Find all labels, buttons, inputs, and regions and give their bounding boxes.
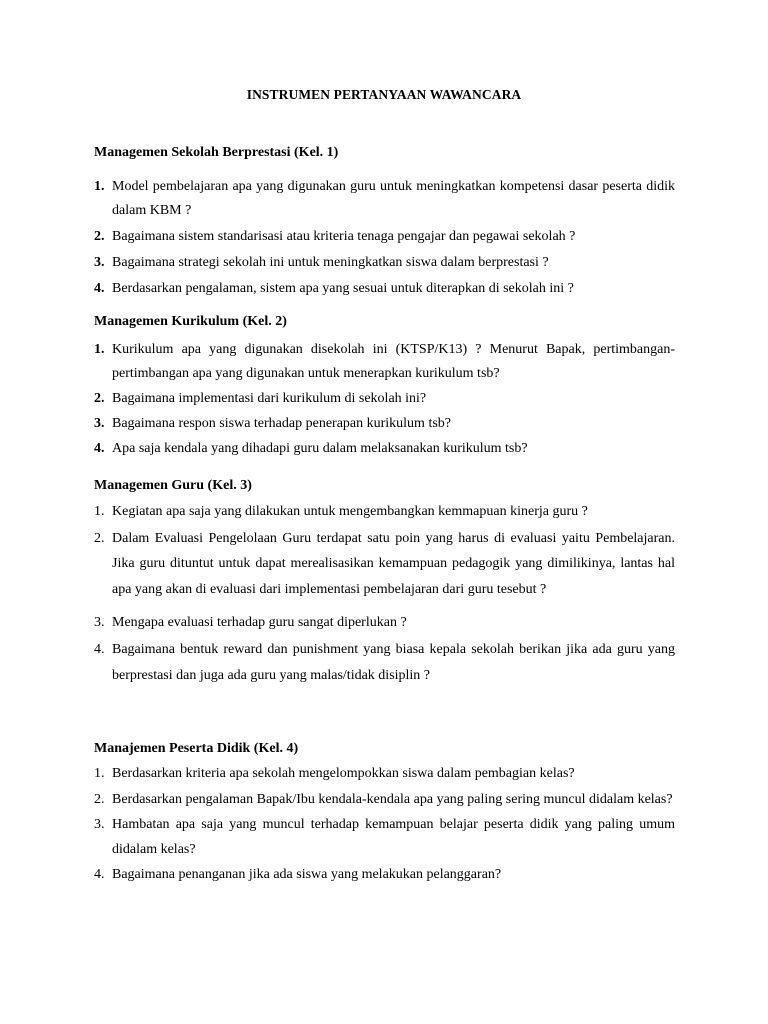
item-number: 4. [94,641,105,657]
item-text: Berdasarkan pengalaman Bapak/Ibu kendala-kendala apa yang paling sering muncul didalam kelas? [112,791,673,807]
item-number: 1. [94,179,105,194]
item-text: Mengapa evaluasi terhadap guru sangat diperlukan ? [112,615,407,630]
item-number: 3. [94,416,105,431]
item-text: Berdasarkan pengalaman, sistem apa yang sesuai untuk diterapkan di sekolah ini ? [112,281,574,296]
list-item [94,788,675,813]
section-kel-3 [94,476,675,689]
list-item [94,251,675,275]
list-item [94,500,675,525]
item-text: Bagaimana bentuk reward dan punishment yang biasa kepala sekolah berikan jika ada guru yang berprestasi dan juga ada guru yang malas/tidak disiplin ? [112,641,675,683]
item-number: 4. [94,281,105,296]
item-number: 2. [94,791,105,807]
item-number: 4. [94,441,105,456]
item-text: Model pembelajaran apa yang digunakan guru untuk meningkatkan kompetensi dasar peserta didik dalam KBM ? [112,179,675,218]
list-item [94,338,675,386]
item-number: 1. [94,766,105,781]
list-item [94,175,675,223]
item-text: Bagaimana respon siswa terhadap penerapan kurikulum tsb? [112,416,452,431]
item-number: 2. [94,391,105,406]
list-item [94,277,675,301]
section-heading: Managemen Sekolah Berprestasi (Kel. 1) [94,145,339,160]
item-number: 1. [94,342,105,357]
item-number: 4. [94,867,105,882]
list-item [94,437,675,461]
item-text: Dalam Evaluasi Pengelolaan Guru terdapat satu poin yang harus di evaluasi yaitu Pembelajaran. Jika guru dituntut untuk dapat merealisasikan kemampuan pedagogik yang dimilikinya, lantas hal apa yang akan di evaluasi dari implementasi pembelajaran dari guru tesebut ? [112,530,675,597]
section-kel-4 [94,739,675,888]
item-text: Kegiatan apa saja yang dilakukan untuk mengembangkan kemmapuan kinerja guru ? [112,504,588,519]
section-kel-2 [94,312,675,461]
list-item [94,813,675,862]
item-number: 3. [94,817,105,832]
item-number: 1. [94,504,105,519]
section-heading: Managemen Kurikulum (Kel. 2) [94,314,287,329]
section-heading: Managemen Guru (Kel. 3) [94,478,252,493]
page-title: INSTRUMEN PERTANYAAN WAWANCARA [246,87,522,102]
list-item [94,526,675,603]
item-text: Hambatan apa saja yang muncul terhadap kemampuan belajar peserta didik yang paling umum didalam kelas? [112,817,675,857]
list-item [94,412,675,436]
item-number: 2. [94,229,105,244]
item-number: 3. [94,255,105,270]
list-item [94,225,675,249]
item-number: 2. [94,530,105,546]
section-kel-1 [94,143,675,301]
item-text: Bagaimana sistem standarisasi atau kriteria tenaga pengajar dan pegawai sekolah ? [112,229,576,244]
list-item [94,637,675,689]
item-text: Bagaimana penanganan jika ada siswa yang melakukan pelanggaran? [112,867,502,882]
item-number: 3. [94,615,105,630]
item-text: Apa saja kendala yang dihadapi guru dalam melaksanakan kurikulum tsb? [112,441,528,456]
list-item [94,762,675,787]
item-text: Berdasarkan kriteria apa sekolah mengelompokkan siswa dalam pembagian kelas? [112,766,575,781]
item-text: Kurikulum apa yang digunakan disekolah ini (KTSP/K13) ? Menurut Bapak, pertimbangan-pertimbangan apa yang digunakan untuk menerapkan kurikulum tsb? [112,342,675,381]
list-item [94,863,675,888]
list-item [94,611,675,636]
list-item [94,387,675,411]
item-text: Bagaimana implementasi dari kurikulum di sekolah ini? [112,391,427,406]
item-text: Bagaimana strategi sekolah ini untuk meningkatkan siswa dalam berprestasi ? [112,255,549,270]
section-heading: Manajemen Peserta Didik (Kel. 4) [94,741,299,756]
